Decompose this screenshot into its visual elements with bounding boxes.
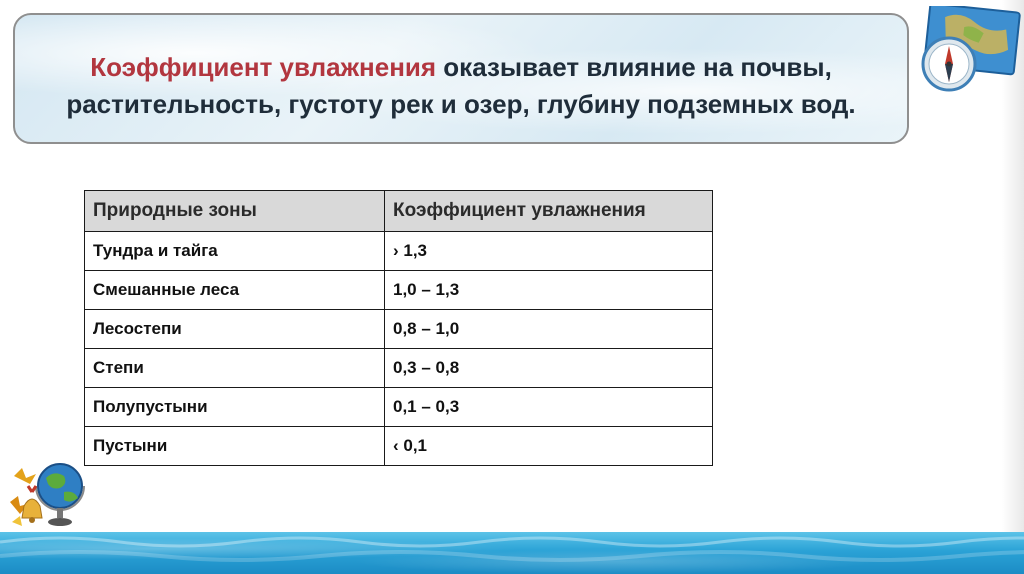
header-description: оказывает влияние на почвы, растительность, густоту рек и озер, глубину подземных вод. [66, 52, 856, 119]
column-header-coefficient: Коэффициент увлажнения [385, 191, 713, 232]
table-row [85, 349, 713, 388]
table-row [85, 388, 713, 427]
column-header-zones: Природные зоны [85, 191, 385, 232]
coefficient-cell: ‹ 0,1 [385, 427, 713, 466]
water-band [0, 532, 1024, 574]
zone-cell: Полупустыни [85, 388, 385, 427]
header-box [13, 13, 909, 144]
coefficient-cell: 0,8 – 1,0 [385, 310, 713, 349]
zones-table [84, 190, 713, 466]
zone-cell: Тундра и тайга [85, 232, 385, 271]
header-text [35, 49, 887, 123]
table-header-row [85, 191, 713, 232]
zone-cell: Пустыни [85, 427, 385, 466]
coefficient-cell: 1,0 – 1,3 [385, 271, 713, 310]
table-row [85, 271, 713, 310]
zone-cell: Лесостепи [85, 310, 385, 349]
header-accent-term: Коэффициент увлажнения [90, 52, 437, 82]
coefficient-cell: 0,1 – 0,3 [385, 388, 713, 427]
zone-cell: Степи [85, 349, 385, 388]
globe-bell-icon [8, 456, 88, 532]
table-row [85, 232, 713, 271]
coefficient-cell: › 1,3 [385, 232, 713, 271]
zone-cell: Смешанные леса [85, 271, 385, 310]
table-row [85, 427, 713, 466]
map-compass-icon [913, 6, 1021, 98]
coefficient-cell: 0,3 – 0,8 [385, 349, 713, 388]
wave-decoration [0, 532, 1024, 574]
table-row [85, 310, 713, 349]
